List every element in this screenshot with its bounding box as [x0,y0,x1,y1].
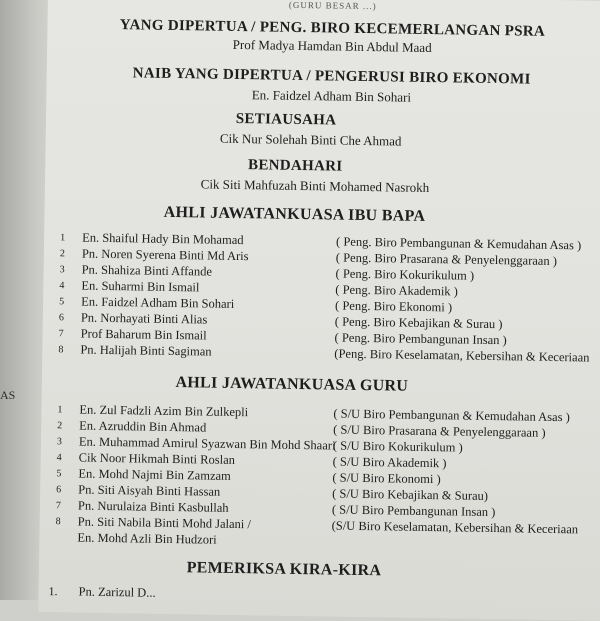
officer-name-secretary: Cik Nur Solehah Binti Che Ahmad [46,128,600,153]
item-number: 1. [48,584,62,599]
member-role: ( Peng. Biro Kebajikan & Surau ) [335,315,503,333]
member-name: Pn. Noren Syerena Binti Md Aris [82,247,249,265]
member-name: Pn. Halijah Binti Sagiman [80,343,211,360]
teachers-committee-title: AHLI JAWATANKUASA GURU [42,372,600,399]
member-role: ( Peng. Biro Pembangunan Insan ) [334,331,506,349]
member-name: Pn. Siti Nabila Binti Mohd Jalani / [78,515,251,533]
member-role: ( Peng. Biro Ekonomi ) [335,299,452,316]
item-number: 7 [56,500,70,511]
item-number: 2 [57,420,71,431]
item-number: 4 [57,452,71,463]
member-name: Cik Noor Hikmah Binti Roslan [79,451,235,468]
item-number: 2 [60,248,74,259]
item-number: 4 [59,280,73,291]
auditors-title: PEMERIKSA KIRA-KIRA [39,557,600,584]
member-role: ( S/U Biro Ekonomi ) [332,471,441,488]
member-name: Pn. Nurulaiza Binti Kasbullah [78,499,229,516]
member-name: En. Zul Fadzli Azim Bin Zulkepli [79,403,248,421]
member-name: En. Mohd Azli Bin Hudzori [77,531,216,548]
member-name: En. Azruddin Bin Ahmad [79,419,206,436]
member-name: En. Mohd Najmi Bin Zamzam [78,467,231,484]
parents-committee-list [60,230,600,239]
member-name: Pn. Siti Aisyah Binti Hassan [78,483,220,500]
member-role: ( S/U Biro Kokurikulum ) [333,439,463,456]
teachers-committee-list [58,402,600,411]
member-role: ( S/U Biro Pembangunan & Kemudahan Asas ) [333,407,570,426]
member-name: En. Suharmi Bin Ismail [81,279,199,296]
item-number: 1 [60,232,74,243]
member-role: ( S/U Biro Pembangunan Insan ) [332,503,496,521]
item-number: 5 [59,296,73,307]
member-name: En. Shaiful Hady Bin Mohamad [82,231,244,249]
member-role: ( S/U Biro Akademik ) [333,455,447,472]
item-number: 8 [56,516,70,527]
member-name: Pn. Norhayati Binti Alias [81,311,208,328]
parents-committee-title: AHLI JAWATANKUASA IBU BAPA [44,202,600,229]
cut-off-header: (GURU BESAR ...) [168,0,498,13]
document-page [38,0,600,621]
officer-title-vice-chairman: NAIB YANG DIPERTUA / PENGERUSI BIRO EKONOMI [47,64,600,90]
member-role: ( S/U Biro Kebajikan & Surau) [332,487,488,504]
member-name: Pn. Shahiza Binti Affande [82,263,213,280]
member-role: (Peng. Biro Keselamatan, Kebersihan & Keceriaan [334,347,589,366]
adjacent-page-text: AS [0,388,15,403]
officer-title-chairman: YANG DIPERTUA / PENG. BIRO KECEMERLANGAN PSRA [47,16,600,42]
member-role: ( Peng. Biro Akademik ) [335,283,458,300]
item-number: 5 [56,468,70,479]
officer-title-secretary: SETIAUSAHA [46,108,600,134]
item-number: 3 [57,436,71,447]
item-number: 6 [59,312,73,323]
member-role: ( Peng. Biro Prasarana & Penyelenggaraan ) [336,251,557,269]
member-role: ( Peng. Biro Pembangunan & Kemudahan Asas ) [336,235,581,254]
item-number: 7 [59,328,73,339]
member-name: En. Muhammad Amirul Syazwan Bin Mohd Shaari [79,435,336,454]
item-number: 1 [57,404,71,415]
officer-title-treasurer: BENDAHARI [45,154,600,180]
item-number: 6 [56,484,70,495]
officer-name-chairman: Prof Madya Hamdan Bin Abdul Maad [47,34,600,59]
item-number: 3 [60,264,74,275]
officer-name-treasurer: Cik Siti Mahfuzah Binti Mohamed Nasrokh [45,174,600,199]
member-role: (S/U Biro Keselamatan, Kebersihan & Keceriaan [332,519,579,538]
officer-name-vice-chairman: En. Faidzel Adham Bin Sohari [46,84,600,109]
member-name: En. Faidzel Adham Bin Sohari [81,295,234,312]
item-number: 8 [58,344,72,355]
member-role: ( S/U Biro Prasarana & Penyelenggaraan ) [333,423,546,441]
member-role: ( Peng. Biro Kokurikulum ) [335,267,474,284]
member-name: Prof Baharum Bin Ismail [81,327,207,344]
auditor-name-partial: Pn. Zarizul D... [78,585,155,601]
